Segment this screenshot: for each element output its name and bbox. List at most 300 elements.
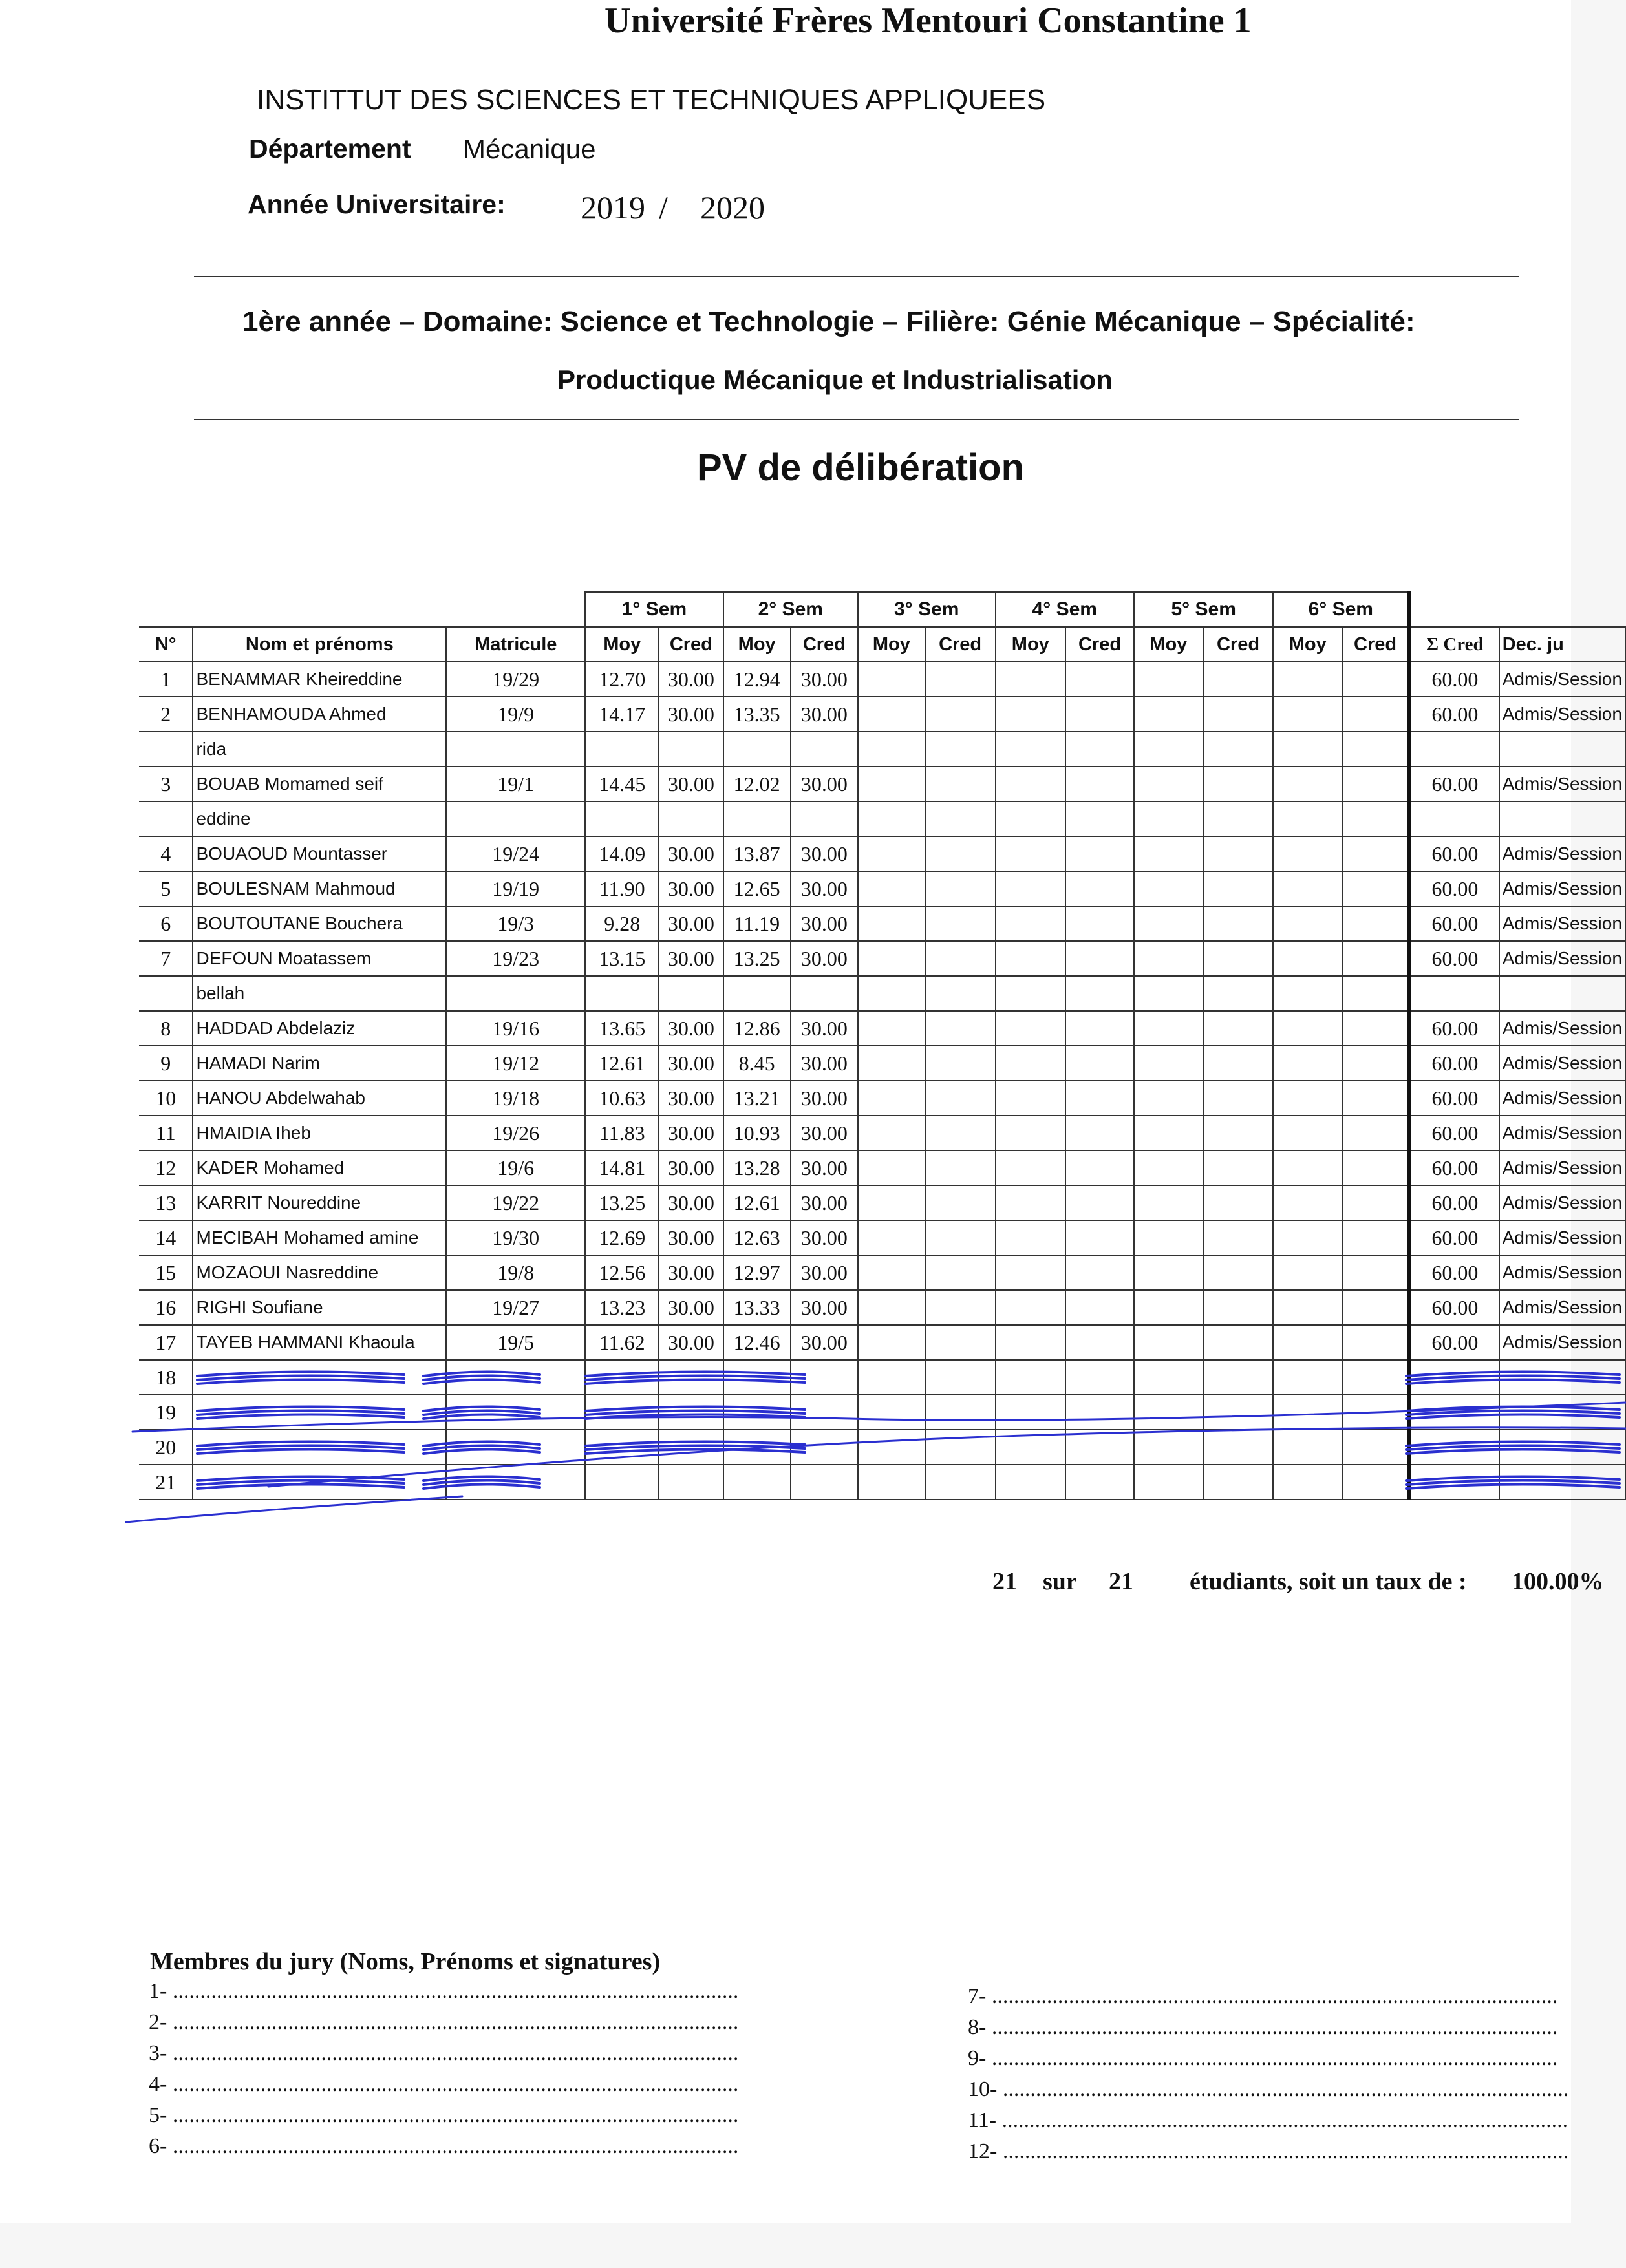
credit-cell: 30.00: [791, 662, 858, 697]
jury-number: 5-: [149, 2103, 167, 2127]
struck-cell: [1499, 1430, 1625, 1465]
student-name: BOUAOUD Mountasser: [193, 836, 446, 871]
empty-semester-cell: [858, 836, 925, 871]
total-credits: 60.00: [1409, 1220, 1499, 1255]
semester-header: 6° Sem: [1273, 592, 1409, 627]
jury-number: 7-: [968, 1984, 987, 2008]
col-header-moy: Moy: [1134, 627, 1203, 662]
jury-line-left: [149, 2103, 738, 2128]
struck-cell: [1273, 1465, 1342, 1500]
struck-cell: [996, 1395, 1066, 1430]
empty-semester-cell: [858, 662, 925, 697]
struck-cell: [925, 1360, 996, 1395]
credit-cell: 30.00: [659, 697, 723, 732]
decision-cell: Admis/Session: [1499, 697, 1625, 732]
empty-semester-cell: [1203, 1290, 1274, 1325]
empty-semester-cell: [1203, 871, 1274, 906]
program-line-2: Productique Mécanique et Industrialisation: [557, 365, 1113, 395]
empty-semester-cell: [1134, 1290, 1203, 1325]
col-header-matricule: Matricule: [446, 627, 585, 662]
student-name: HAMADI Narim: [193, 1046, 446, 1081]
jury-number: 1-: [149, 1979, 167, 2003]
moyenne-cell: 12.65: [723, 871, 791, 906]
moyenne-cell: [585, 732, 659, 767]
summary-text: étudiants, soit un taux de :: [1190, 1568, 1467, 1595]
deliberation-table-area: [139, 591, 1626, 1535]
empty-semester-cell: [925, 732, 996, 767]
year-end: 2020: [700, 189, 765, 226]
empty-semester-cell: [1342, 1046, 1409, 1081]
jury-dotted-line: .......................................................................................................: [997, 2077, 1569, 2101]
struck-cell: [585, 1395, 659, 1430]
empty-semester-cell: [1065, 1325, 1134, 1360]
empty-semester-cell: [1203, 767, 1274, 801]
credit-cell: 30.00: [659, 1011, 723, 1046]
total-credits: 60.00: [1409, 767, 1499, 801]
struck-cell: [585, 1360, 659, 1395]
empty-semester-cell: [858, 1255, 925, 1290]
jury-dotted-line: .......................................................................................................: [986, 2015, 1558, 2039]
struck-cell: [1342, 1395, 1409, 1430]
empty-semester-cell: [996, 941, 1066, 976]
row-number: 21: [139, 1465, 193, 1500]
moyenne-cell: 12.97: [723, 1255, 791, 1290]
struck-cell: [1134, 1360, 1203, 1395]
moyenne-cell: 12.56: [585, 1255, 659, 1290]
struck-cell: [1499, 1360, 1625, 1395]
empty-semester-cell: [1273, 1255, 1342, 1290]
student-name: MOZAOUI Nasreddine: [193, 1255, 446, 1290]
credit-cell: 30.00: [791, 697, 858, 732]
struck-cell: [925, 1465, 996, 1500]
struck-cell: [858, 1430, 925, 1465]
moyenne-cell: 14.09: [585, 836, 659, 871]
decision-cell: [1499, 732, 1625, 767]
credit-cell: 30.00: [659, 767, 723, 801]
jury-dotted-line: .......................................................................................................: [167, 1979, 739, 2003]
jury-number: 8-: [968, 2015, 987, 2039]
empty-semester-cell: [925, 871, 996, 906]
struck-cell: [193, 1360, 446, 1395]
col-header-cred: Cred: [1065, 627, 1134, 662]
student-matricule: 19/16: [446, 1011, 585, 1046]
semester-header: 3° Sem: [858, 592, 996, 627]
empty-semester-cell: [1342, 697, 1409, 732]
empty-semester-cell: [1203, 732, 1274, 767]
empty-semester-cell: [1273, 697, 1342, 732]
empty-semester-cell: [1134, 1011, 1203, 1046]
credit-cell: 30.00: [659, 662, 723, 697]
empty-semester-cell: [1134, 1185, 1203, 1220]
student-name: KARRIT Noureddine: [193, 1185, 446, 1220]
row-number: [139, 801, 193, 836]
struck-cell: [1065, 1430, 1134, 1465]
empty-semester-cell: [1134, 1220, 1203, 1255]
summary-count: 21: [992, 1568, 1017, 1595]
student-name: HADDAD Abdelaziz: [193, 1011, 446, 1046]
credit-cell: 30.00: [659, 1185, 723, 1220]
empty-semester-cell: [1203, 1220, 1274, 1255]
decision-cell: Admis/Session: [1499, 662, 1625, 697]
col-header-cred: Cred: [791, 627, 858, 662]
struck-cell: [1065, 1465, 1134, 1500]
empty-semester-cell: [1134, 732, 1203, 767]
student-matricule: 19/5: [446, 1325, 585, 1360]
moyenne-cell: 12.94: [723, 662, 791, 697]
empty-semester-cell: [1273, 1046, 1342, 1081]
credit-cell: 30.00: [659, 871, 723, 906]
empty-semester-cell: [1203, 801, 1274, 836]
empty-semester-cell: [1065, 836, 1134, 871]
student-name: KADER Mohamed: [193, 1150, 446, 1185]
col-header-cred: Cred: [1342, 627, 1409, 662]
empty-semester-cell: [1203, 941, 1274, 976]
empty-semester-cell: [1273, 1325, 1342, 1360]
empty-semester-cell: [925, 941, 996, 976]
table-row-struck: [139, 1395, 1625, 1430]
empty-semester-cell: [1273, 836, 1342, 871]
row-number: 9: [139, 1046, 193, 1081]
empty-semester-cell: [1203, 697, 1274, 732]
moyenne-cell: 13.28: [723, 1150, 791, 1185]
empty-semester-cell: [1273, 1185, 1342, 1220]
empty-semester-cell: [1342, 906, 1409, 941]
empty-semester-cell: [1203, 1081, 1274, 1116]
decision-cell: Admis/Session: [1499, 836, 1625, 871]
decision-cell: Admis/Session: [1499, 1325, 1625, 1360]
empty-semester-cell: [1203, 1116, 1274, 1150]
struck-cell: [1499, 1465, 1625, 1500]
summary-total: 21: [1109, 1568, 1133, 1595]
jury-number: 11-: [968, 2108, 997, 2132]
empty-semester-cell: [925, 976, 996, 1011]
struck-cell: [925, 1430, 996, 1465]
empty-semester-cell: [996, 1255, 1066, 1290]
credit-cell: 30.00: [791, 1290, 858, 1325]
struck-cell: [659, 1395, 723, 1430]
total-credits: 60.00: [1409, 906, 1499, 941]
jury-dotted-line: .......................................................................................................: [986, 1984, 1558, 2008]
moyenne-cell: 12.61: [585, 1046, 659, 1081]
empty-semester-cell: [1065, 871, 1134, 906]
moyenne-cell: [723, 732, 791, 767]
empty-semester-cell: [1342, 871, 1409, 906]
empty-semester-cell: [1134, 1116, 1203, 1150]
empty-semester-cell: [1203, 906, 1274, 941]
empty-semester-cell: [1342, 767, 1409, 801]
decision-cell: Admis/Session: [1499, 1185, 1625, 1220]
table-row: [139, 1081, 1625, 1116]
credit-cell: 30.00: [791, 767, 858, 801]
jury-dotted-line: .......................................................................................................: [167, 2041, 739, 2065]
row-number: 11: [139, 1116, 193, 1150]
jury-number: 6-: [149, 2134, 167, 2158]
jury-number: 9-: [968, 2046, 987, 2070]
empty-semester-cell: [996, 976, 1066, 1011]
jury-line-left: [149, 2041, 738, 2066]
table-row: [139, 1011, 1625, 1046]
struck-cell: [1203, 1360, 1274, 1395]
student-matricule: 19/29: [446, 662, 585, 697]
table-row-struck: [139, 1360, 1625, 1395]
credit-cell: [659, 732, 723, 767]
empty-semester-cell: [1203, 1325, 1274, 1360]
jury-dotted-line: .......................................................................................................: [167, 2134, 739, 2158]
struck-cell: [659, 1360, 723, 1395]
empty-semester-cell: [925, 1081, 996, 1116]
moyenne-cell: 13.15: [585, 941, 659, 976]
decision-cell: Admis/Session: [1499, 1116, 1625, 1150]
row-number: 4: [139, 836, 193, 871]
moyenne-cell: 11.90: [585, 871, 659, 906]
struck-cell: [659, 1430, 723, 1465]
struck-cell: [1499, 1395, 1625, 1430]
jury-dotted-line: .......................................................................................................: [996, 2108, 1568, 2132]
empty-semester-cell: [996, 1116, 1066, 1150]
col-header-decision: Dec. ju: [1499, 627, 1625, 662]
struck-cell: [1203, 1395, 1274, 1430]
empty-semester-cell: [858, 906, 925, 941]
empty-semester-cell: [1342, 1011, 1409, 1046]
struck-cell: [858, 1395, 925, 1430]
empty-semester-cell: [925, 1011, 996, 1046]
total-credits: [1409, 801, 1499, 836]
student-name: BENAMMAR Kheireddine: [193, 662, 446, 697]
row-number: 13: [139, 1185, 193, 1220]
student-name: RIGHI Soufiane: [193, 1290, 446, 1325]
semester-header: 1° Sem: [585, 592, 723, 627]
empty-semester-cell: [1342, 1185, 1409, 1220]
moyenne-cell: 11.62: [585, 1325, 659, 1360]
empty-semester-cell: [996, 1011, 1066, 1046]
moyenne-cell: 12.63: [723, 1220, 791, 1255]
credit-cell: 30.00: [791, 1150, 858, 1185]
struck-cell: [1409, 1360, 1499, 1395]
total-credits: 60.00: [1409, 697, 1499, 732]
moyenne-cell: 11.19: [723, 906, 791, 941]
institute-name: INSTITTUT DES SCIENCES ET TECHNIQUES APPLIQUEES: [257, 84, 1046, 116]
moyenne-cell: 13.35: [723, 697, 791, 732]
struck-cell: [1273, 1430, 1342, 1465]
empty-semester-cell: [858, 1150, 925, 1185]
struck-cell: [1273, 1360, 1342, 1395]
empty-semester-cell: [925, 906, 996, 941]
col-header-cred: Cred: [659, 627, 723, 662]
table-row-struck: [139, 1430, 1625, 1465]
table-row-continuation: [139, 801, 1625, 836]
struck-cell: [446, 1465, 585, 1500]
student-matricule: 19/27: [446, 1290, 585, 1325]
empty-semester-cell: [858, 1185, 925, 1220]
struck-cell: [1273, 1395, 1342, 1430]
empty-semester-cell: [1134, 871, 1203, 906]
credit-cell: [791, 801, 858, 836]
moyenne-cell: 13.33: [723, 1290, 791, 1325]
table-row-struck: [139, 1465, 1625, 1500]
jury-number: 10-: [968, 2077, 998, 2101]
table-row: [139, 941, 1625, 976]
empty-semester-cell: [1065, 732, 1134, 767]
empty-semester-cell: [1273, 871, 1342, 906]
struck-cell: [1134, 1430, 1203, 1465]
col-header-moy: Moy: [585, 627, 659, 662]
total-credits: [1409, 732, 1499, 767]
empty-semester-cell: [1065, 662, 1134, 697]
moyenne-cell: 14.17: [585, 697, 659, 732]
struck-cell: [791, 1465, 858, 1500]
credit-cell: 30.00: [659, 941, 723, 976]
jury-number: 3-: [149, 2041, 167, 2065]
table-row: [139, 1325, 1625, 1360]
decision-cell: Admis/Session: [1499, 767, 1625, 801]
jury-line-right: [968, 2108, 1568, 2133]
empty-semester-cell: [1134, 767, 1203, 801]
column-header-row: [139, 627, 1625, 662]
empty-semester-cell: [1065, 941, 1134, 976]
row-number: 8: [139, 1011, 193, 1046]
col-header-cred: Cred: [1203, 627, 1274, 662]
empty-semester-cell: [925, 697, 996, 732]
table-row: [139, 1290, 1625, 1325]
jury-line-right: [968, 1984, 1557, 2009]
credit-cell: [791, 732, 858, 767]
empty-semester-cell: [996, 1290, 1066, 1325]
struck-cell: [996, 1360, 1066, 1395]
total-credits: 60.00: [1409, 836, 1499, 871]
student-matricule: 19/19: [446, 871, 585, 906]
credit-cell: 30.00: [659, 836, 723, 871]
col-header-no: N°: [139, 627, 193, 662]
student-matricule: [446, 801, 585, 836]
row-number: 16: [139, 1290, 193, 1325]
empty-semester-cell: [1134, 1150, 1203, 1185]
struck-cell: [1409, 1395, 1499, 1430]
empty-semester-cell: [858, 732, 925, 767]
moyenne-cell: 13.65: [585, 1011, 659, 1046]
empty-semester-cell: [1065, 1220, 1134, 1255]
struck-cell: [925, 1395, 996, 1430]
year-label: Année Universitaire:: [248, 189, 506, 219]
struck-cell: [1409, 1430, 1499, 1465]
empty-semester-cell: [1273, 1116, 1342, 1150]
empty-semester-cell: [1065, 1185, 1134, 1220]
blank-header-cell: [1409, 592, 1625, 627]
struck-cell: [1409, 1465, 1499, 1500]
row-number: 14: [139, 1220, 193, 1255]
department-value: Mécanique: [463, 134, 596, 164]
empty-semester-cell: [858, 1081, 925, 1116]
jury-dotted-line: .......................................................................................................: [167, 2010, 739, 2034]
decision-cell: Admis/Session: [1499, 1150, 1625, 1185]
empty-semester-cell: [1273, 906, 1342, 941]
struck-cell: [858, 1465, 925, 1500]
table-row: [139, 1255, 1625, 1290]
row-number: 6: [139, 906, 193, 941]
struck-cell: [723, 1430, 791, 1465]
credit-cell: 30.00: [659, 1255, 723, 1290]
credit-cell: 30.00: [659, 1290, 723, 1325]
student-name: bellah: [193, 976, 446, 1011]
credit-cell: 30.00: [791, 1255, 858, 1290]
empty-semester-cell: [1273, 662, 1342, 697]
empty-semester-cell: [1134, 906, 1203, 941]
decision-cell: Admis/Session: [1499, 1255, 1625, 1290]
moyenne-cell: [723, 801, 791, 836]
struck-cell: [1342, 1430, 1409, 1465]
total-credits: 60.00: [1409, 662, 1499, 697]
empty-semester-cell: [1134, 1255, 1203, 1290]
credit-cell: 30.00: [791, 836, 858, 871]
empty-semester-cell: [1134, 697, 1203, 732]
row-number: 18: [139, 1360, 193, 1395]
empty-semester-cell: [858, 976, 925, 1011]
empty-semester-cell: [1342, 1150, 1409, 1185]
empty-semester-cell: [858, 1011, 925, 1046]
moyenne-cell: 12.69: [585, 1220, 659, 1255]
moyenne-cell: 11.83: [585, 1116, 659, 1150]
credit-cell: 30.00: [659, 1116, 723, 1150]
total-credits: 60.00: [1409, 1046, 1499, 1081]
struck-cell: [1134, 1465, 1203, 1500]
credit-cell: 30.00: [791, 1325, 858, 1360]
jury-title: Membres du jury (Noms, Prénoms et signatures): [150, 1948, 661, 1975]
decision-cell: [1499, 801, 1625, 836]
document-title: PV de délibération: [697, 447, 1024, 489]
empty-semester-cell: [996, 662, 1066, 697]
moyenne-cell: 13.21: [723, 1081, 791, 1116]
decision-cell: Admis/Session: [1499, 1046, 1625, 1081]
empty-semester-cell: [1342, 662, 1409, 697]
decision-cell: Admis/Session: [1499, 1290, 1625, 1325]
credit-cell: 30.00: [791, 1185, 858, 1220]
row-number: 17: [139, 1325, 193, 1360]
row-number: 20: [139, 1430, 193, 1465]
empty-semester-cell: [1203, 1150, 1274, 1185]
credit-cell: 30.00: [791, 1220, 858, 1255]
moyenne-cell: 12.02: [723, 767, 791, 801]
row-number: 7: [139, 941, 193, 976]
empty-semester-cell: [925, 801, 996, 836]
moyenne-cell: 13.23: [585, 1290, 659, 1325]
table-row: [139, 1116, 1625, 1150]
department-label: Département: [249, 134, 411, 164]
empty-semester-cell: [1203, 1046, 1274, 1081]
empty-semester-cell: [1065, 1081, 1134, 1116]
table-row-continuation: [139, 976, 1625, 1011]
empty-semester-cell: [996, 836, 1066, 871]
empty-semester-cell: [925, 1325, 996, 1360]
empty-semester-cell: [925, 1116, 996, 1150]
empty-semester-cell: [1203, 1011, 1274, 1046]
empty-semester-cell: [996, 732, 1066, 767]
row-number: 1: [139, 662, 193, 697]
table-row-continuation: [139, 732, 1625, 767]
student-matricule: 19/26: [446, 1116, 585, 1150]
empty-semester-cell: [1342, 1290, 1409, 1325]
divider-bottom: [194, 419, 1519, 420]
empty-semester-cell: [858, 1046, 925, 1081]
struck-cell: [791, 1360, 858, 1395]
empty-semester-cell: [1203, 1185, 1274, 1220]
struck-cell: [791, 1430, 858, 1465]
empty-semester-cell: [1273, 1150, 1342, 1185]
empty-semester-cell: [925, 836, 996, 871]
summary-rate: 100.00%: [1512, 1568, 1604, 1595]
jury-line-left: [149, 2010, 738, 2035]
empty-semester-cell: [858, 1116, 925, 1150]
empty-semester-cell: [996, 906, 1066, 941]
moyenne-cell: 14.45: [585, 767, 659, 801]
